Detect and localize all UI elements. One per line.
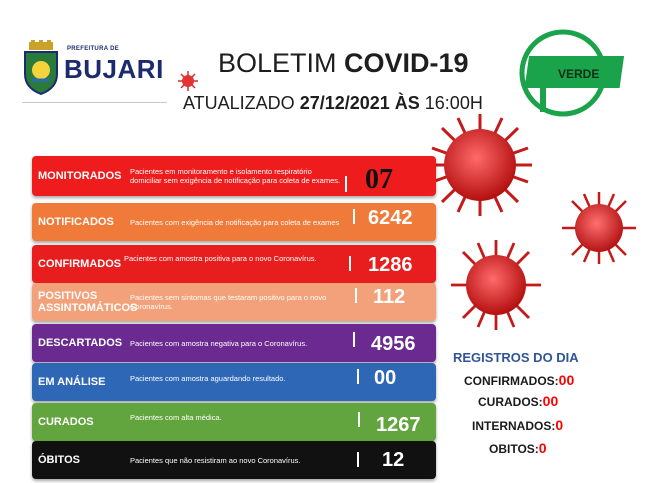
registros-title: REGISTROS DO DIA — [453, 350, 579, 365]
row-divider — [357, 369, 359, 384]
registros-obitos-value: 0 — [538, 440, 547, 456]
row-divider — [357, 452, 359, 467]
row-notificados — [32, 203, 436, 241]
row-label: NOTIFICADOS — [38, 216, 114, 228]
row-description: Pacientes com alta médica. — [130, 412, 222, 422]
updated-prefix: ATUALIZADO — [183, 93, 300, 113]
row-description: Pacientes com amostra positiva para o novo Coronavírus. — [124, 253, 317, 263]
status-flag — [518, 28, 628, 118]
updated-date: 27/12/2021 ÀS — [299, 93, 420, 113]
row-description: Pacientes em monitoramento e isolamento respiratório domiciliar sem exigência de notificação para coleta de exames. — [130, 167, 341, 185]
virus-illustration-small — [448, 238, 544, 332]
row-divider — [353, 209, 355, 224]
row-label: ÓBITOS — [38, 454, 80, 466]
virus-illustration-large — [420, 110, 540, 220]
row-confirmados — [32, 245, 436, 283]
status-flag-label: VERDE — [558, 67, 600, 81]
row-description: Pacientes com exigência de notificação para coleta de exames — [130, 217, 340, 227]
row-divider — [355, 288, 357, 303]
row-value: 07 — [365, 164, 393, 195]
row-curados — [32, 403, 436, 441]
row-description: Pacientes com amostra aguardando resultado. — [130, 373, 286, 383]
row-label: EM ANÁLISE — [38, 376, 106, 388]
logo-prefix: PREFEITURA DE — [67, 46, 120, 52]
virus-icon — [177, 70, 199, 92]
row-positivos-assintomaticos — [32, 283, 436, 321]
updated-time: 16:00H — [419, 93, 483, 113]
registros-curados-label: CURADOS: — [478, 395, 543, 409]
registros-confirmados-value: 00 — [558, 372, 575, 388]
row-value: 00 — [374, 366, 397, 389]
row-value: 1267 — [376, 413, 421, 436]
registros-internados — [472, 417, 563, 433]
row-em-analise — [32, 363, 436, 401]
row-value: 1286 — [368, 253, 413, 276]
registros-confirmados — [464, 372, 574, 388]
row-value: 6242 — [368, 206, 413, 229]
row-descartados — [32, 324, 436, 362]
logo-city: BUJARI — [64, 54, 164, 84]
registros-internados-value: 0 — [555, 417, 564, 433]
logo-divider — [22, 102, 167, 103]
row-value: 112 — [373, 285, 406, 308]
registros-curados — [478, 393, 558, 409]
row-label: POSITIVOS ASSINTOMÁTICOS — [38, 290, 138, 314]
row-monitorados — [32, 156, 436, 196]
registros-internados-label: INTERNADOS: — [472, 419, 556, 433]
row-value: 4956 — [371, 332, 416, 355]
prefeitura-logo — [22, 38, 164, 108]
virus-illustration-medium — [560, 190, 638, 266]
row-divider — [349, 256, 351, 271]
row-description: Pacientes com amostra negativa para o Coronavírus. — [130, 338, 308, 348]
row-label: CONFIRMADOS — [38, 258, 122, 270]
title-light: BOLETIM — [218, 48, 345, 78]
title-bold: COVID-19 — [344, 48, 469, 78]
row-divider — [345, 176, 347, 192]
page-title — [218, 48, 469, 79]
row-divider — [358, 412, 360, 427]
row-obitos — [32, 441, 436, 479]
registros-obitos-label: OBITOS: — [489, 442, 539, 456]
registros-confirmados-label: CONFIRMADOS: — [464, 374, 559, 388]
row-divider — [353, 332, 355, 347]
row-label: DESCARTADOS — [38, 337, 123, 349]
row-value: 12 — [382, 448, 405, 471]
registros-curados-value: 00 — [542, 393, 559, 409]
row-label: CURADOS — [38, 416, 94, 428]
registros-obitos — [489, 440, 547, 456]
row-label: MONITORADOS — [38, 170, 122, 182]
row-description: Pacientes que não resistiram ao novo Coronavírus. — [130, 455, 301, 465]
coat-of-arms-icon — [22, 40, 60, 96]
row-description: Pacientes sem sintomas que testaram positivo para o novo Coronavírus. — [130, 293, 327, 311]
